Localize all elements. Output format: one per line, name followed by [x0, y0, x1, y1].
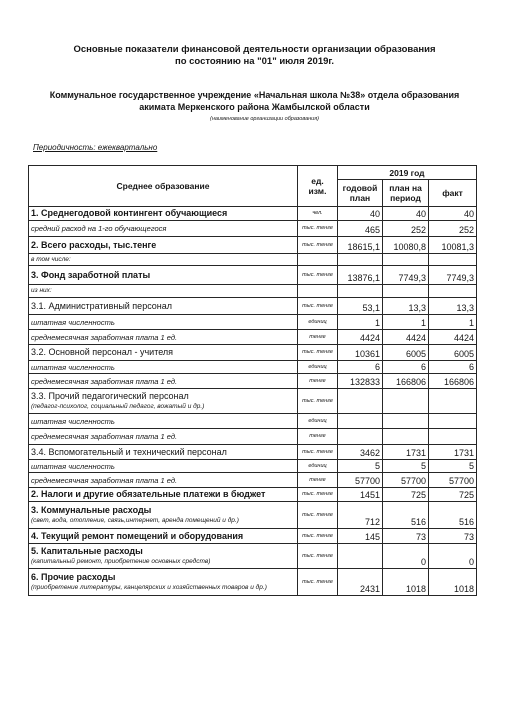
- period-plan-cell: 13,3: [383, 298, 429, 315]
- fact-cell: 1018: [429, 569, 477, 596]
- row-unit: тыс. тенге: [298, 345, 338, 361]
- annual-plan-cell: 465: [338, 221, 383, 237]
- row-label: 5. Капитальные расходы: [31, 546, 143, 556]
- row-unit: тыс. тенге: [298, 544, 338, 569]
- annual-plan-cell: 3462: [338, 445, 383, 460]
- row-unit: тыс. тенге: [298, 237, 338, 254]
- annual-plan-cell: 13876,1: [338, 266, 383, 285]
- row-label: 4. Текущий ремонт помещений и оборудования: [29, 529, 298, 544]
- annual-plan-cell: 10361: [338, 345, 383, 361]
- fact-cell: [429, 389, 477, 414]
- row-unit: чел.: [298, 207, 338, 221]
- annual-plan-cell: [338, 254, 383, 266]
- period-plan-cell: [383, 429, 429, 445]
- unit-header-label: ед. изм.: [308, 176, 327, 196]
- row-label: из них:: [29, 285, 298, 298]
- period-plan-cell: 6005: [383, 345, 429, 361]
- row-label: 1. Среднегодовой контингент обучающиеся: [29, 207, 298, 221]
- row-label-cell: [29, 389, 298, 414]
- fact-cell: [429, 254, 477, 266]
- unit-header: [298, 166, 338, 207]
- fact-cell: 13,3: [429, 298, 477, 315]
- row-label: штатная численность: [29, 315, 298, 330]
- table-row: [29, 207, 477, 221]
- period-plan-cell: 10080,8: [383, 237, 429, 254]
- table-row: [29, 460, 477, 473]
- year-header: 2019 год: [338, 166, 477, 180]
- period-plan-cell: 1018: [383, 569, 429, 596]
- period-plan-cell: [383, 389, 429, 414]
- row-label: среднемесячная заработная плата 1 ед.: [29, 374, 298, 389]
- period-plan-cell: 1: [383, 315, 429, 330]
- fact-cell: 40: [429, 207, 477, 221]
- table-row: [29, 221, 477, 237]
- table-row: [29, 374, 477, 389]
- fact-cell: [429, 414, 477, 429]
- period-plan-cell: [383, 285, 429, 298]
- fact-cell: 1731: [429, 445, 477, 460]
- row-label: 6. Прочие расходы: [31, 572, 116, 582]
- row-label-cell: [29, 502, 298, 529]
- section-header: Среднее образование: [29, 166, 298, 207]
- fact-cell: [429, 429, 477, 445]
- fact-cell: 57700: [429, 473, 477, 488]
- row-unit: тыс. тенге: [298, 569, 338, 596]
- row-note: (приобретение литературы, канцелярских и хозяйственных товаров и др.): [31, 584, 267, 591]
- annual-plan-cell: 1: [338, 315, 383, 330]
- financial-indicators-table: [28, 165, 477, 596]
- annual-plan-cell: 1451: [338, 488, 383, 502]
- fact-cell: 4424: [429, 330, 477, 345]
- annual-plan-cell: 57700: [338, 473, 383, 488]
- periodicity-label: Периодичность: ежеквартально: [33, 143, 158, 152]
- table-row: [29, 315, 477, 330]
- row-unit: [298, 254, 338, 266]
- fact-header: факт: [429, 180, 477, 207]
- annual-plan-cell: 5: [338, 460, 383, 473]
- table-row: [29, 414, 477, 429]
- table-row: [29, 529, 477, 544]
- row-unit: тыс. тенге: [298, 488, 338, 502]
- row-label: в том числе:: [29, 254, 298, 266]
- period-plan-cell: 4424: [383, 330, 429, 345]
- table-row: [29, 285, 477, 298]
- fact-cell: 73: [429, 529, 477, 544]
- row-unit: тенге: [298, 429, 338, 445]
- table-row: [29, 488, 477, 502]
- table-row: [29, 429, 477, 445]
- row-label: среднемесячная заработная плата 1 ед.: [29, 330, 298, 345]
- period-plan-cell: 57700: [383, 473, 429, 488]
- table-row: [29, 237, 477, 254]
- organization-line-1: Коммунальное государственное учреждение «Начальная школа №38» отдела образования: [49, 90, 460, 100]
- organization-name: [0, 89, 509, 113]
- fact-cell: 0: [429, 544, 477, 569]
- annual-plan-cell: [338, 285, 383, 298]
- title-line-2: по состоянию на "01" июля 2019г.: [174, 56, 335, 67]
- period-plan-cell: 0: [383, 544, 429, 569]
- row-unit: тыс. тенге: [298, 502, 338, 529]
- row-note: (капитальный ремонт, приобретение основных средств): [31, 558, 211, 565]
- row-unit: тыс. тенге: [298, 221, 338, 237]
- annual-plan-cell: [338, 544, 383, 569]
- row-label: 3.3. Прочий педагогический персонал: [31, 391, 189, 401]
- fact-cell: 1: [429, 315, 477, 330]
- row-unit: тыс. тенге: [298, 389, 338, 414]
- page-title: [0, 44, 509, 68]
- annual-plan-cell: 2431: [338, 569, 383, 596]
- row-label: 2. Всего расходы, тыс.тенге: [29, 237, 298, 254]
- annual-plan-cell: [338, 389, 383, 414]
- annual-plan-cell: 53,1: [338, 298, 383, 315]
- row-label: среднемесячная заработная плата 1 ед.: [29, 429, 298, 445]
- period-plan-cell: 166806: [383, 374, 429, 389]
- annual-plan-cell: 4424: [338, 330, 383, 345]
- row-label: штатная численность: [29, 414, 298, 429]
- period-plan-cell: 7749,3: [383, 266, 429, 285]
- row-unit: тенге: [298, 374, 338, 389]
- table-row: [29, 266, 477, 285]
- table-row: [29, 569, 477, 596]
- period-plan-cell: 252: [383, 221, 429, 237]
- row-unit: тыс. тенге: [298, 266, 338, 285]
- annual-plan-cell: [338, 429, 383, 445]
- row-unit: единиц: [298, 460, 338, 473]
- table-row: [29, 445, 477, 460]
- row-label: средний расход на 1-го обучающегося: [29, 221, 298, 237]
- period-plan-cell: 6: [383, 361, 429, 374]
- row-label: 3.4. Вспомогательный и технический персонал: [29, 445, 298, 460]
- period-plan-cell: 5: [383, 460, 429, 473]
- row-unit: тенге: [298, 473, 338, 488]
- fact-cell: 10081,3: [429, 237, 477, 254]
- period-plan-header: план на период: [383, 180, 429, 207]
- fact-cell: 5: [429, 460, 477, 473]
- annual-plan-cell: [338, 414, 383, 429]
- row-label: штатная численность: [29, 460, 298, 473]
- fact-cell: 516: [429, 502, 477, 529]
- row-label: 3.2. Основной персонал - учителя: [29, 345, 298, 361]
- title-line-1: Основные показатели финансовой деятельности организации образования: [73, 44, 436, 55]
- period-plan-cell: 40: [383, 207, 429, 221]
- fact-cell: 6005: [429, 345, 477, 361]
- period-plan-cell: 725: [383, 488, 429, 502]
- organization-caption: (наименование организации образования): [210, 116, 319, 122]
- row-label-cell: [29, 544, 298, 569]
- period-plan-cell: 1731: [383, 445, 429, 460]
- table-row: [29, 473, 477, 488]
- annual-plan-cell: 18615,1: [338, 237, 383, 254]
- table-row: [29, 361, 477, 374]
- fact-cell: 725: [429, 488, 477, 502]
- row-label-cell: [29, 569, 298, 596]
- row-label: среднемесячная заработная плата 1 ед.: [29, 473, 298, 488]
- annual-plan-cell: 40: [338, 207, 383, 221]
- row-label: 3. Коммунальные расходы: [31, 505, 152, 515]
- annual-plan-cell: 132833: [338, 374, 383, 389]
- row-unit: тенге: [298, 330, 338, 345]
- table-row: [29, 389, 477, 414]
- table-row: [29, 544, 477, 569]
- fact-cell: 166806: [429, 374, 477, 389]
- row-label: 3. Фонд заработной платы: [29, 266, 298, 285]
- fact-cell: [429, 285, 477, 298]
- row-unit: единиц: [298, 414, 338, 429]
- table-row: [29, 254, 477, 266]
- row-unit: тыс. тенге: [298, 529, 338, 544]
- annual-plan-cell: 145: [338, 529, 383, 544]
- period-plan-cell: [383, 254, 429, 266]
- row-label: 3.1. Административный персонал: [29, 298, 298, 315]
- row-unit: тыс. тенге: [298, 298, 338, 315]
- annual-plan-cell: 712: [338, 502, 383, 529]
- table-header-row: [29, 166, 477, 180]
- row-label: 2. Налоги и другие обязательные платежи в бюджет: [29, 488, 298, 502]
- period-plan-cell: 516: [383, 502, 429, 529]
- period-plan-cell: 73: [383, 529, 429, 544]
- annual-plan-cell: 6: [338, 361, 383, 374]
- row-unit: [298, 285, 338, 298]
- table-row: [29, 330, 477, 345]
- organization-line-2: акимата Меркенского района Жамбылской области: [139, 102, 370, 112]
- table-row: [29, 502, 477, 529]
- row-unit: единиц: [298, 315, 338, 330]
- row-note: (свет, вода, отопление, связь,интернет, аренда помещений и др.): [31, 517, 239, 524]
- fact-cell: 7749,3: [429, 266, 477, 285]
- row-unit: тыс. тенге: [298, 445, 338, 460]
- table-row: [29, 298, 477, 315]
- table-row: [29, 345, 477, 361]
- period-plan-cell: [383, 414, 429, 429]
- annual-plan-header: годовой план: [338, 180, 383, 207]
- fact-cell: 252: [429, 221, 477, 237]
- row-unit: единиц: [298, 361, 338, 374]
- row-note: (педагог-психолог, социальный педагог, вожатый и др.): [31, 403, 205, 410]
- fact-cell: 6: [429, 361, 477, 374]
- row-label: штатная численность: [29, 361, 298, 374]
